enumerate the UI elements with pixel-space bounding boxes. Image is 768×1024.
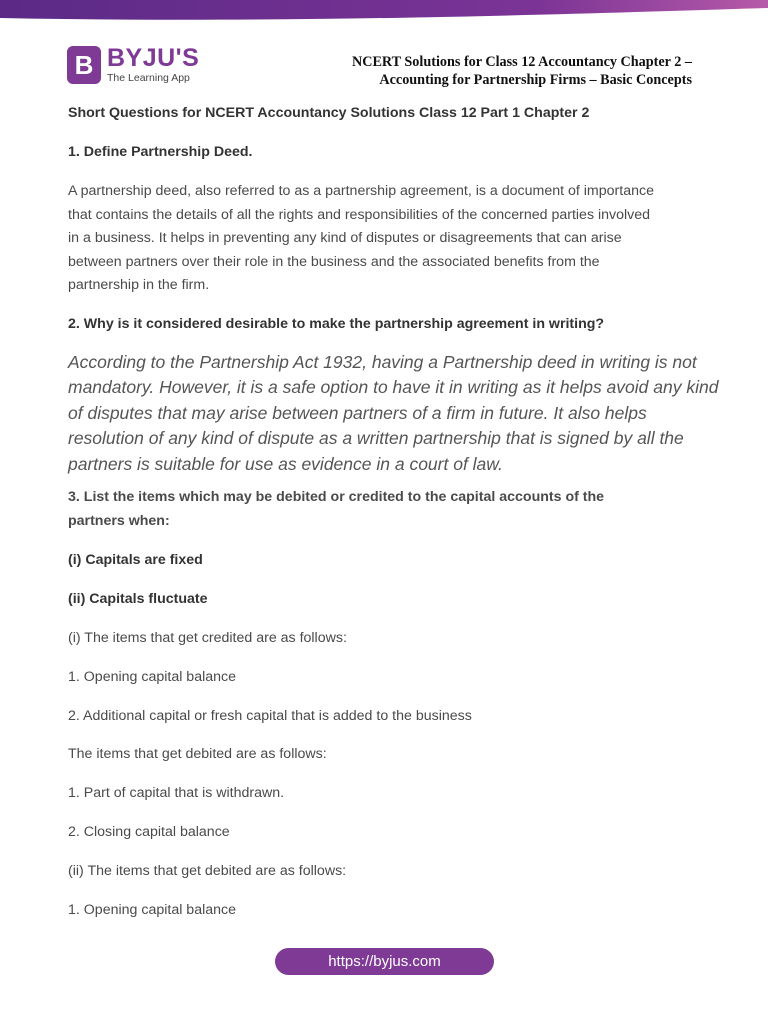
paragraph-line: mandatory. However, it is a safe option to have it in writing as it helps avoid any kind xyxy=(68,377,719,398)
answer-1 xyxy=(68,180,654,298)
document-title xyxy=(272,53,692,89)
answer-line: The items that get debited are as follows: xyxy=(68,746,327,762)
answer-line: 2. Additional capital or fresh capital that is added to the business xyxy=(68,708,472,724)
header-band xyxy=(0,0,768,22)
paragraph-line: partnership in the firm. xyxy=(68,277,210,293)
section-title: Short Questions for NCERT Accountancy Solutions Class 12 Part 1 Chapter 2 xyxy=(68,105,590,121)
paragraph-line: that contains the details of all the rights and responsibilities of the concerned parties involved xyxy=(68,206,651,223)
paragraph-line: in a business. It helps in preventing any kind of disputes or disagreements that can arise xyxy=(68,230,622,246)
paragraph-line: between partners over their role in the business and the associated benefits from the xyxy=(68,253,600,270)
answer-2 xyxy=(68,350,718,477)
question-3-part-i: (i) Capitals are fixed xyxy=(68,552,203,568)
logo-mark: B xyxy=(67,46,101,84)
paragraph-line: partners is suitable for use as evidence in a court of law. xyxy=(68,453,503,474)
paragraph-line: According to the Partnership Act 1932, having a Partnership deed in writing is not xyxy=(68,352,697,372)
answer-line: 2. Closing capital balance xyxy=(68,824,230,840)
paragraph-line: of disputes that may arise between partners of a firm in future. It also helps xyxy=(68,402,647,423)
answer-line: (ii) The items that get debited are as follows: xyxy=(68,863,347,879)
answer-line: 1. Opening capital balance xyxy=(68,669,237,685)
website-link-button[interactable]: https://byjus.com xyxy=(275,948,494,975)
document-title-line: Accounting for Partnership Firms – Basic Concepts xyxy=(379,72,692,88)
question-1: 1. Define Partnership Deed. xyxy=(68,144,253,160)
byjus-logo xyxy=(67,45,199,85)
question-3-part-ii: (ii) Capitals fluctuate xyxy=(68,591,208,607)
brand-name: BYJU'S xyxy=(107,44,200,73)
answer-line: (i) The items that get credited are as follows: xyxy=(68,630,347,646)
paragraph-line: resolution of any kind of dispute as a written partnership that is signed by all the xyxy=(68,428,684,449)
paragraph-line: partners when: xyxy=(68,512,170,529)
question-3 xyxy=(68,486,604,533)
paragraph-line: 3. List the items which may be debited or credited to the capital accounts of the xyxy=(68,489,605,505)
answer-line: 1. Opening capital balance xyxy=(68,902,237,918)
paragraph-line: A partnership deed, also referred to as a partnership agreement, is a document of importance xyxy=(68,183,654,199)
answer-line: 1. Part of capital that is withdrawn. xyxy=(68,785,285,801)
brand-tagline: The Learning App xyxy=(107,72,190,85)
question-2: 2. Why is it considered desirable to make the partnership agreement in writing? xyxy=(68,316,605,332)
document-title-line: NCERT Solutions for Class 12 Accountancy Chapter 2 – xyxy=(351,54,692,70)
